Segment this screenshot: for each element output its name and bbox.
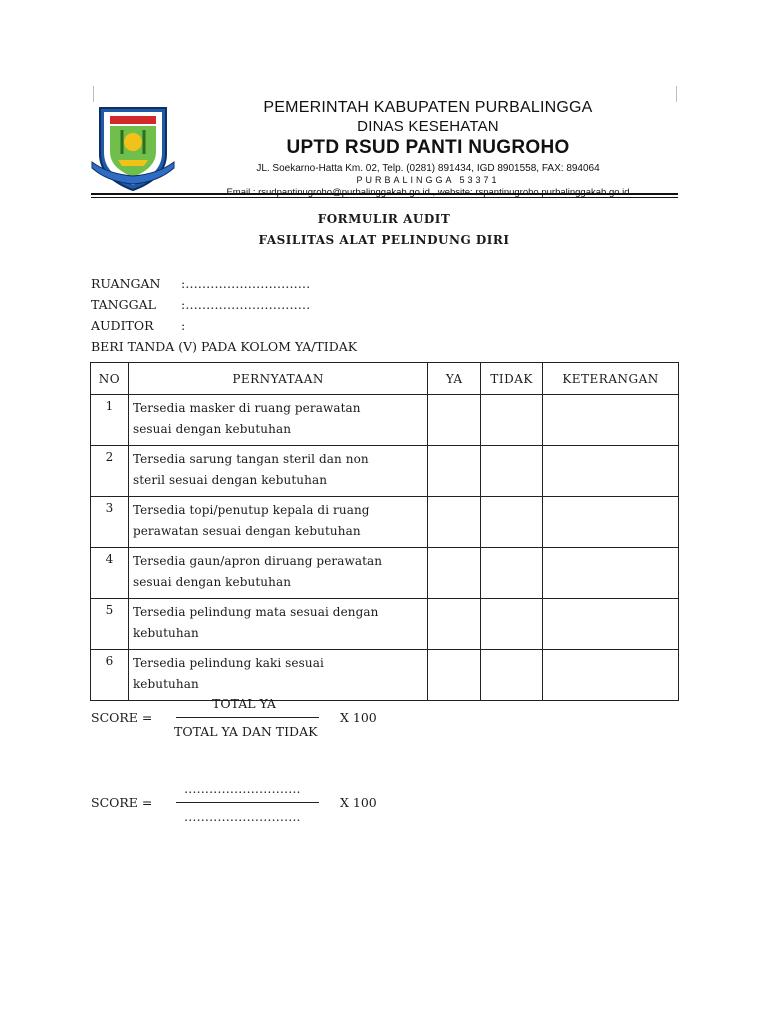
hospital-city: PURBALINGGA 53371 [356,175,500,185]
field-tanggal [91,297,310,313]
page-corner-mark [676,86,677,102]
header-pernyataan: PERNYATAAN [128,363,427,395]
statement-line: Tersedia gaun/apron diruang perawatan [132,554,383,568]
statement-line: kebutuhan [132,626,199,640]
header-tidak: TIDAK [481,363,543,395]
row-number: 4 [91,548,129,599]
header-ya: YA [428,363,481,395]
keterangan-cell[interactable] [543,395,679,446]
form-title: FORMULIR AUDIT [317,212,451,226]
statement-line: Tersedia sarung tangan steril dan non [132,452,369,466]
row-statement [128,548,427,599]
header-keterangan: KETERANGAN [543,363,679,395]
score-denominator-blank[interactable]: ………………………. [184,809,301,824]
field-value: :………………………… [181,276,311,291]
table-row [91,395,679,446]
statement-line: sesuai dengan kebutuhan [132,575,292,589]
table-row [91,446,679,497]
row-statement [128,395,427,446]
row-number: 1 [91,395,129,446]
score-label: SCORE = [91,795,153,810]
letterhead-divider [91,197,678,198]
tidak-cell[interactable] [481,650,543,701]
audit-table [90,362,679,701]
tidak-cell[interactable] [481,599,543,650]
score-multiplier: X 100 [340,795,377,810]
table-header-row [91,363,679,395]
field-value: :………………………… [181,297,311,312]
page-corner-mark [93,86,94,102]
score-multiplier: X 100 [340,710,377,725]
row-statement [128,599,427,650]
field-ruangan [91,276,310,292]
field-auditor [91,318,185,334]
row-statement [128,497,427,548]
keterangan-cell[interactable] [543,497,679,548]
row-number: 5 [91,599,129,650]
purbalingga-regency-crest-icon [88,102,178,194]
government-name: PEMERINTAH KABUPATEN PURBALINGGA [263,99,593,116]
hospital-name: UPTD RSUD PANTI NUGROHO [286,137,570,158]
statement-line: steril sesuai dengan kebutuhan [132,473,328,487]
form-subtitle: FASILITAS ALAT PELINDUNG DIRI [258,233,510,247]
instruction-text: BERI TANDA (V) PADA KOLOM YA/TIDAK [91,339,358,354]
ya-cell[interactable] [428,548,481,599]
hospital-address: JL. Soekarno-Hatta Km. 02, Telp. (0281) 891434, IGD 8901558, FAX: 894064 [256,163,600,174]
score-numerator-blank[interactable]: ………………………. [184,781,301,796]
statement-line: kebutuhan [132,677,199,691]
table-row [91,497,679,548]
header-no: NO [91,363,129,395]
ya-cell[interactable] [428,599,481,650]
keterangan-cell[interactable] [543,548,679,599]
table-row [91,548,679,599]
score-numerator: TOTAL YA [212,696,276,711]
ya-cell[interactable] [428,497,481,548]
row-number: 6 [91,650,129,701]
statement-line: Tersedia topi/penutup kepala di ruang [132,503,370,517]
statement-line: Tersedia pelindung kaki sesuai [132,656,324,670]
keterangan-cell[interactable] [543,599,679,650]
tidak-cell[interactable] [481,548,543,599]
fraction-line [176,802,319,803]
keterangan-cell[interactable] [543,650,679,701]
row-statement [128,446,427,497]
ya-cell[interactable] [428,395,481,446]
field-value: : [181,318,186,333]
letterhead-divider [91,193,678,195]
tidak-cell[interactable] [481,446,543,497]
fraction-line [176,717,319,718]
statement-line: perawatan sesuai dengan kebutuhan [132,524,361,538]
tidak-cell[interactable] [481,497,543,548]
score-label: SCORE = [91,710,153,725]
table-row [91,650,679,701]
score-denominator: TOTAL YA DAN TIDAK [174,724,318,739]
table-row [91,599,679,650]
department-name: DINAS KESEHATAN [357,118,499,135]
statement-line: Tersedia masker di ruang perawatan [132,401,361,415]
row-statement [128,650,427,701]
ya-cell[interactable] [428,650,481,701]
row-number: 3 [91,497,129,548]
keterangan-cell[interactable] [543,446,679,497]
field-label: RUANGAN [91,276,161,291]
letterhead [180,98,676,199]
statement-line: Tersedia pelindung mata sesuai dengan [132,605,379,619]
tidak-cell[interactable] [481,395,543,446]
field-label: AUDITOR [91,318,154,333]
ya-cell[interactable] [428,446,481,497]
row-number: 2 [91,446,129,497]
statement-line: sesuai dengan kebutuhan [132,422,292,436]
field-label: TANGGAL [91,297,156,312]
